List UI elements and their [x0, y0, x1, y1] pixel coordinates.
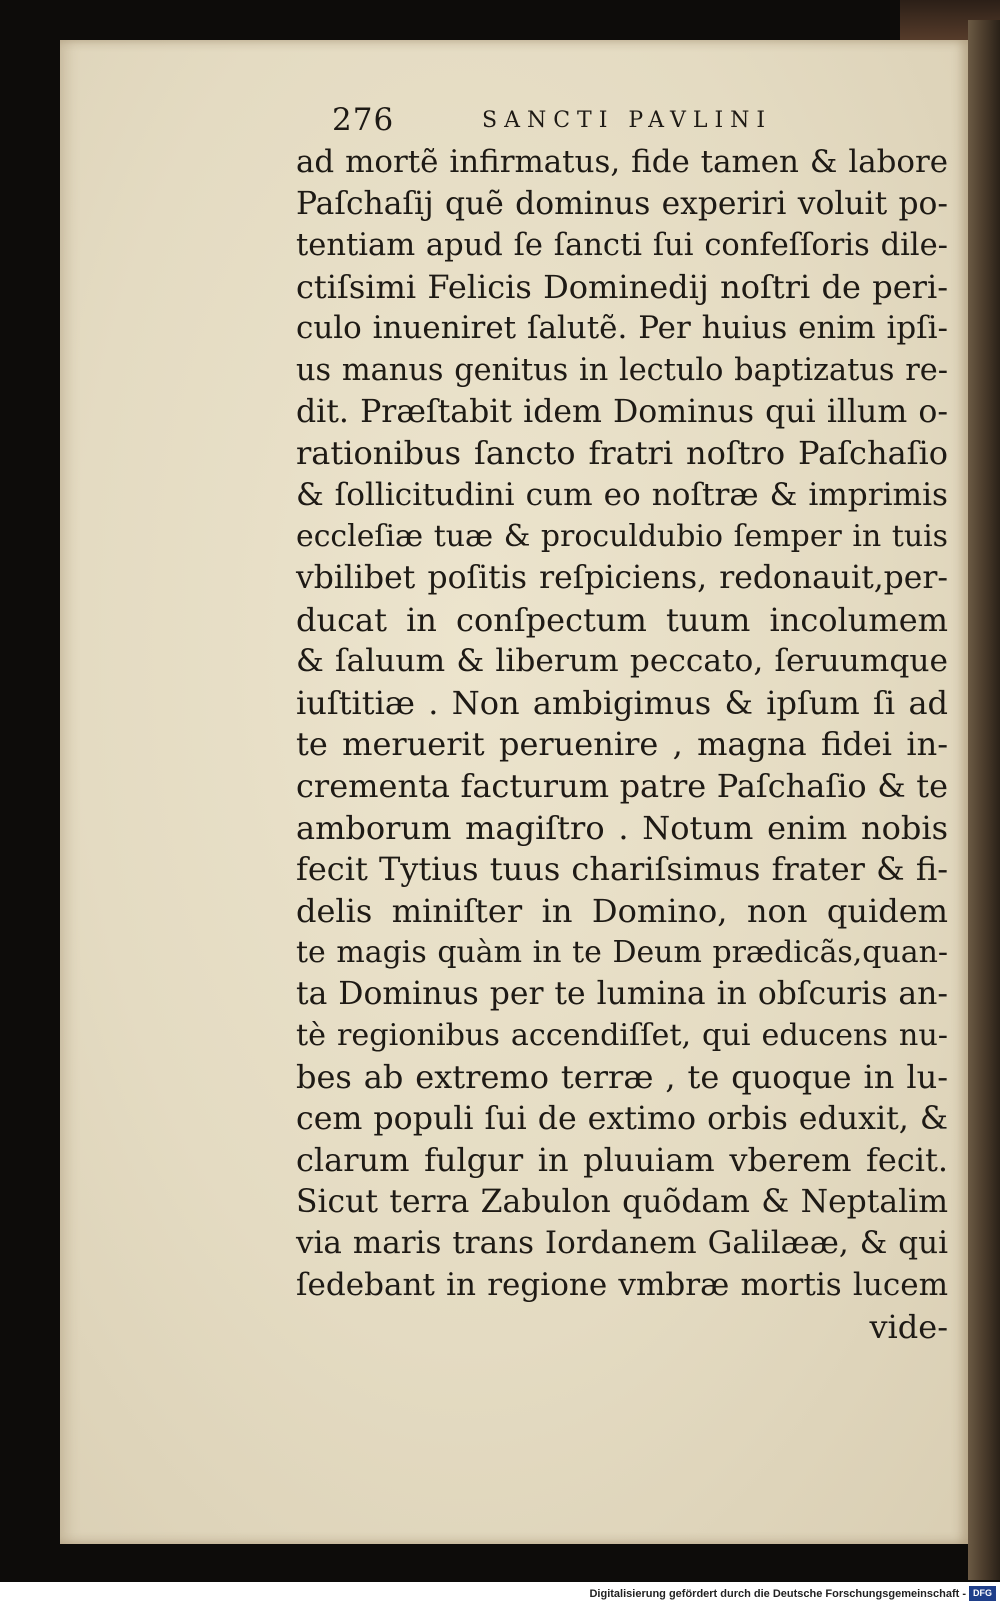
text-line: Sicut terra Zabulon quõdam & Neptalim: [296, 1183, 948, 1220]
text-line: vbilibet poſitis reſpiciens, redonauit,per-: [296, 559, 948, 596]
text-line: & ſollicitudini cum eo noſtræ & imprimis: [296, 476, 948, 513]
text-line: ducat in conſpectum tuum incolumem: [296, 600, 948, 639]
text-line: tè regionibus accendiſſet, qui educens nu-: [296, 1018, 948, 1054]
book-page: [60, 40, 968, 1544]
digitization-footer: [0, 1582, 1000, 1611]
text-line: fecit Tytius tuus chariſsimus frater & fi-: [296, 850, 948, 889]
text-line: eccleſiæ tuæ & proculdubio ſemper in tuis: [296, 519, 948, 555]
text-line: ad mortẽ infirmatus, fide tamen & labore: [296, 144, 948, 180]
text-line: & ſaluum & liberum peccato, ſeruumque: [296, 643, 948, 680]
text-line: us manus genitus in lectulo baptizatus re-: [296, 352, 948, 388]
text-line: via maris trans Iordanem Galilææ, & qui: [296, 1225, 948, 1262]
text-line: ſedebant in regione vmbræ mortis lucem: [296, 1267, 948, 1304]
text-line: ctiſsimi Felicis Dominedij noſtri de peri-: [296, 267, 948, 306]
text-line: rationibus ſancto fratri noſtro Paſchaſio: [296, 434, 948, 473]
text-line: amborum magiſtro . Notum enim nobis: [296, 808, 948, 847]
funding-credit: Digitalisierung gefördert durch die Deutsche Forschungsgemeinschaft -: [589, 1588, 966, 1600]
text-line: bes ab extremo terræ , te quoque in lu-: [296, 1058, 948, 1097]
text-line: delis miniſter in Domino, non quidem: [296, 891, 948, 930]
text-line: crementa facturum patre Paſchaſio & te: [296, 766, 948, 805]
text-line: cem populi ſui de extimo orbis eduxit, &: [296, 1100, 948, 1137]
text-line: ta Dominus per te lumina in obſcuris an-: [296, 975, 948, 1012]
running-head: SANCTI PAVLINI: [482, 108, 773, 133]
text-line: te magis quàm in te Deum prædicãs,quan-: [296, 935, 948, 971]
text-line: Paſchaſij quẽ dominus experiri voluit po-: [296, 185, 948, 222]
text-line: tentiam apud ſe ſancti ſui confeſſoris dile-: [296, 228, 948, 264]
text-line: culo inueniret ſalutẽ. Per huius enim ipſi-: [296, 310, 948, 347]
dfg-logo-icon: DFG: [969, 1586, 996, 1601]
text-line: iuſtitiæ . Non ambigimus & ipſum ſi ad: [296, 683, 948, 722]
body-text: [296, 142, 948, 1348]
text-line: dit. Præſtabit idem Dominus qui illum o-: [296, 393, 948, 430]
text-line: clarum fulgur in pluuiam vberem fecit.: [296, 1141, 948, 1180]
book-page-edges: [968, 20, 1000, 1580]
catchword: vide-: [869, 1307, 948, 1346]
page-number: 276: [332, 102, 395, 138]
text-line: te meruerit peruenire , magna fidei in-: [296, 725, 948, 764]
